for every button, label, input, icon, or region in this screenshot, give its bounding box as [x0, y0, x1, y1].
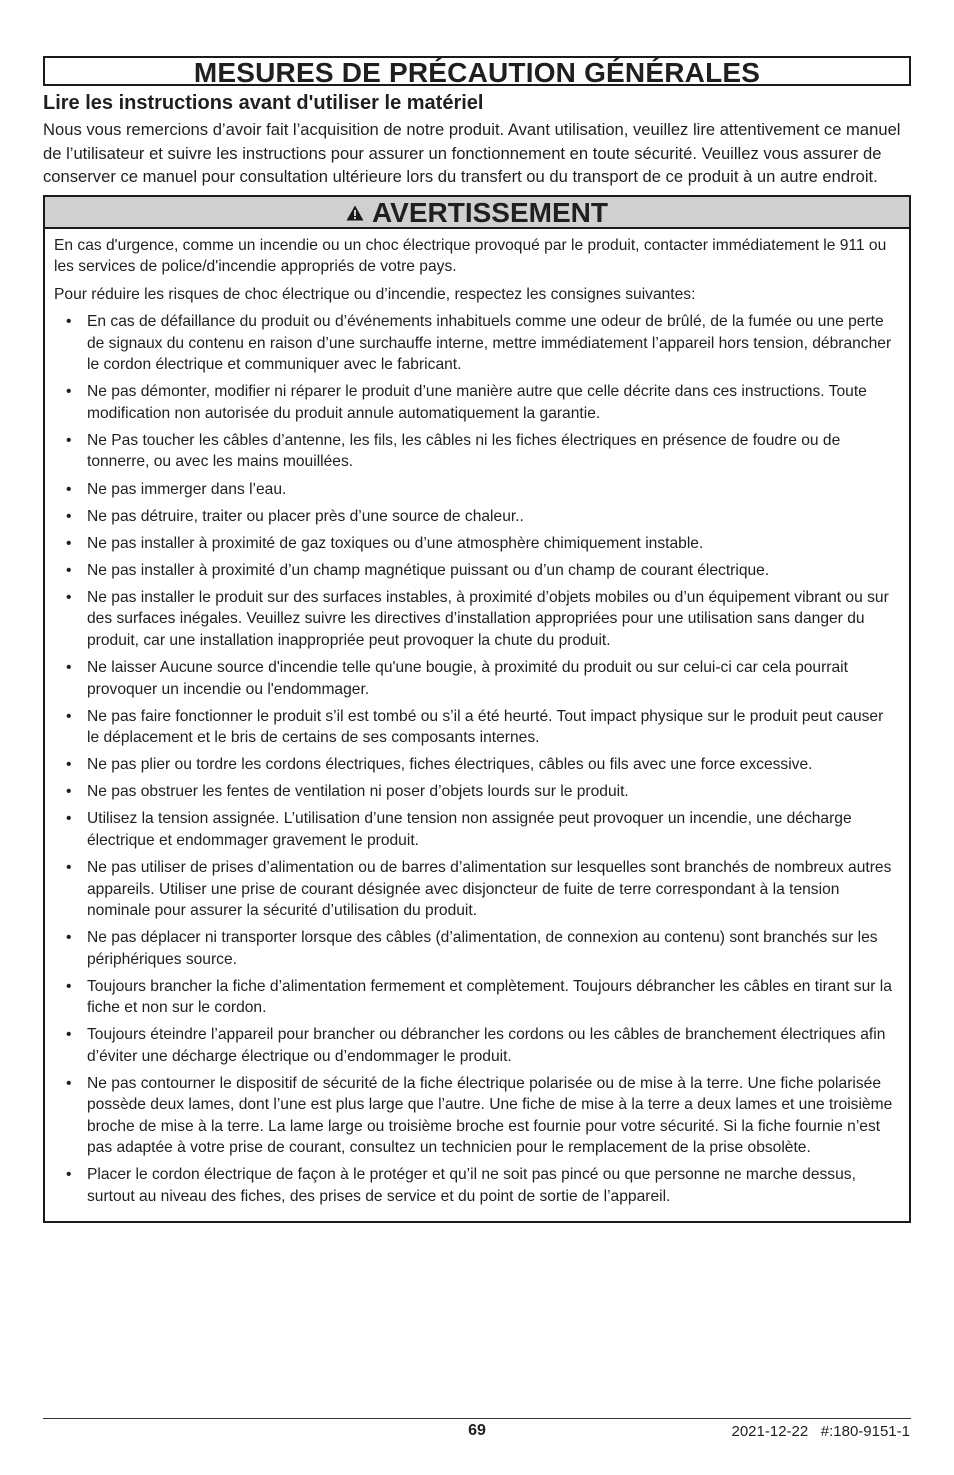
- bullet-marker: •: [66, 313, 72, 331]
- bullet-marker: •: [66, 507, 72, 525]
- bullet-marker: •: [66, 480, 72, 498]
- bullet-marker: •: [66, 859, 72, 876]
- list-item-text: Ne pas démonter, modifier ni réparer le produit d’une manière autre que celle décrite dans ces instructions. Toute modification non autorisée du produit annule automatiquement la garantie.: [87, 383, 867, 422]
- list-item: [54, 311, 899, 376]
- list-item-text: En cas de défaillance du produit ou d’événements inhabituels comme une odeur de brûlé, de la fumée ou une perte de signaux du contenu en raison d’une surchauffe interne, mettre immédiatement l’appareil hors tension, débrancher le cordon électrique et communiquer avec le fabricant.: [87, 313, 892, 374]
- list-item-text: Ne pas installer le produit sur des surfaces instables, à proximité d’objets mobiles ou d’un équipement vibrant ou sur des surfaces inégales. Veuillez suivre les directives d’installation appropriées pour une utilisation sans danger du produit, car une installation inappropriée peut provoquer la chute du produit.: [87, 588, 889, 649]
- bullet-marker: •: [66, 783, 72, 801]
- warning-box: [43, 195, 911, 1223]
- list-item: [54, 781, 899, 803]
- bullet-marker: •: [66, 659, 72, 677]
- bullet-marker: •: [66, 431, 72, 449]
- list-item-text: Ne pas faire fonctionner le produit s’il est tombé ou s’il a été heurté. Tout impact physique sur le produit peut causer le déplacement et le bris de certains de ses composants internes.: [87, 707, 884, 747]
- list-item: [54, 381, 899, 424]
- warning-title: AVERTISSEMENT: [372, 196, 608, 228]
- intro-paragraph: Nous vous remercions d’avoir fait l’acquisition de notre produit. Avant utilisation, veuillez lire attentivement ce manuel de l’utilisateur et suivre les instructions pour assurer un fonctionnement en toute sécurité. Veuillez vous assurer de conserver ce manuel pour consultation ultérieure lors du transfert ou du transport de ce produit à un autre endroit.: [43, 120, 901, 187]
- list-item-text: Ne pas obstruer les fentes de ventilation ni poser d’objets lourds sur le produit.: [87, 783, 629, 801]
- bullet-marker: •: [66, 561, 72, 579]
- bullet-marker: •: [66, 756, 72, 774]
- bullet-marker: •: [66, 383, 72, 401]
- lead-paragraph: Pour réduire les risques de choc électrique ou d’incendie, respectez les consignes suivantes:: [54, 285, 696, 303]
- footer-divider: [43, 1418, 911, 1419]
- list-item-text: Ne pas détruire, traiter ou placer près d’une source de chaleur..: [87, 507, 524, 525]
- footer-doc-info: [732, 1423, 911, 1440]
- list-item: [54, 533, 899, 555]
- list-item: [54, 430, 899, 473]
- list-item-text: Ne pas déplacer ni transporter lorsque des câbles (d’alimentation, de connexion au contenu) sont branchés sur les périphériques source.: [87, 929, 878, 968]
- list-item: [54, 754, 899, 776]
- footer-doc-number: #:180-9151-1: [820, 1423, 910, 1440]
- bullet-marker: •: [66, 534, 72, 552]
- list-item: [54, 560, 899, 582]
- section-subtitle: Lire les instructions avant d'utiliser le matériel: [43, 92, 484, 114]
- bullet-marker: •: [66, 1074, 72, 1092]
- list-item-text: Ne pas installer à proximité de gaz toxiques ou d’une atmosphère chimiquement instable.: [87, 534, 704, 552]
- list-item: [54, 587, 899, 652]
- bullet-marker: •: [66, 588, 72, 606]
- list-item-text: Placer le cordon électrique de façon à le protéger et qu’il ne soit pas pincé ou que personne ne marche dessus, surtout au niveau des fiches, des prises de service et du point de sortie de l’appareil.: [87, 1166, 856, 1205]
- warning-body: [45, 229, 909, 1221]
- list-item-text: Utilisez la tension assignée. L’utilisation d’une tension non assignée peut provoquer un incendie, une décharge électrique et endommager gravement le produit.: [87, 810, 852, 849]
- list-item: [54, 479, 899, 501]
- bullet-marker: •: [66, 977, 72, 995]
- emergency-paragraph: En cas d'urgence, comme un incendie ou un choc électrique provoqué par le produit, contacter immédiatement le 911 ou les services de police/d'incendie appropriés de votre pays.: [54, 236, 887, 276]
- warning-list: [54, 311, 899, 1207]
- list-item: [54, 657, 899, 700]
- list-item: [54, 808, 899, 851]
- list-item-text: Ne pas utiliser de prises d’alimentation ou de barres d’alimentation sur lesquelles sont branchés de nombreux autres appareils. Utiliser une prise de courant désignée avec disjoncteur de fuite de terre correspondant à la tension nominale pour assurer la sécurité d’utilisation du produit.: [87, 859, 892, 919]
- bullet-marker: •: [66, 1026, 72, 1044]
- list-item: [54, 976, 899, 1019]
- footer-date: 2021-12-22: [731, 1423, 809, 1440]
- list-item: [54, 857, 899, 922]
- list-item-text: Ne Pas toucher les câbles d’antenne, les fils, les câbles ni les fiches électriques en présence de foudre ou de tonnerre, ou avec les mains mouillées.: [87, 431, 841, 471]
- warning-triangle-icon: [346, 196, 364, 227]
- list-item-text: Ne laisser Aucune source d'incendie telle qu'une bougie, à proximité du produit ou sur celui-ci car cela pourrait provoquer un incendie ou l'endommager.: [87, 659, 848, 698]
- list-item: [54, 927, 899, 970]
- list-item-text: Ne pas immerger dans l’eau.: [87, 480, 287, 498]
- page-number: 69: [468, 1422, 486, 1439]
- list-item-text: Toujours brancher la fiche d’alimentation fermement et complètement. Toujours débrancher les câbles en tirant sur la fiche et non sur le cordon.: [87, 977, 892, 1017]
- list-item: [54, 506, 899, 528]
- page-title: MESURES DE PRÉCAUTION GÉNÉRALES: [43, 56, 911, 86]
- bullet-marker: •: [66, 707, 72, 725]
- list-item: [54, 1073, 899, 1159]
- list-item-text: Ne pas installer à proximité d’un champ magnétique puissant ou d’un champ de courant électrique.: [87, 561, 770, 579]
- list-item: [54, 1024, 899, 1067]
- list-item: [54, 1164, 899, 1207]
- list-item: [54, 706, 899, 749]
- warning-header: [45, 197, 909, 229]
- list-item-text: Ne pas contourner le dispositif de sécurité de la fiche électrique polarisée ou de mise à la terre. Une fiche polarisée possède deux lames, dont l’une est plus large que l’autre. Une fiche de mise à la terre a deux lames et une troisième broche de mise à la terre. La lame large ou troisième broche est fournie pour votre sécurité. Si la fiche fournie n’est pas adaptée à votre prise de courant, consultez un technicien pour le remplacement de la prise obsolète.: [87, 1074, 893, 1157]
- bullet-marker: •: [66, 929, 72, 947]
- list-item-text: Ne pas plier ou tordre les cordons électriques, fiches électriques, câbles ou fils avec une force excessive.: [87, 756, 813, 774]
- bullet-marker: •: [66, 810, 72, 828]
- document-page: [43, 56, 911, 1223]
- list-item-text: Toujours éteindre l’appareil pour brancher ou débrancher les cordons ou les câbles de branchement électriques afin d’éviter une décharge électrique ou d’endommager le produit.: [87, 1026, 886, 1065]
- bullet-marker: •: [66, 1166, 72, 1184]
